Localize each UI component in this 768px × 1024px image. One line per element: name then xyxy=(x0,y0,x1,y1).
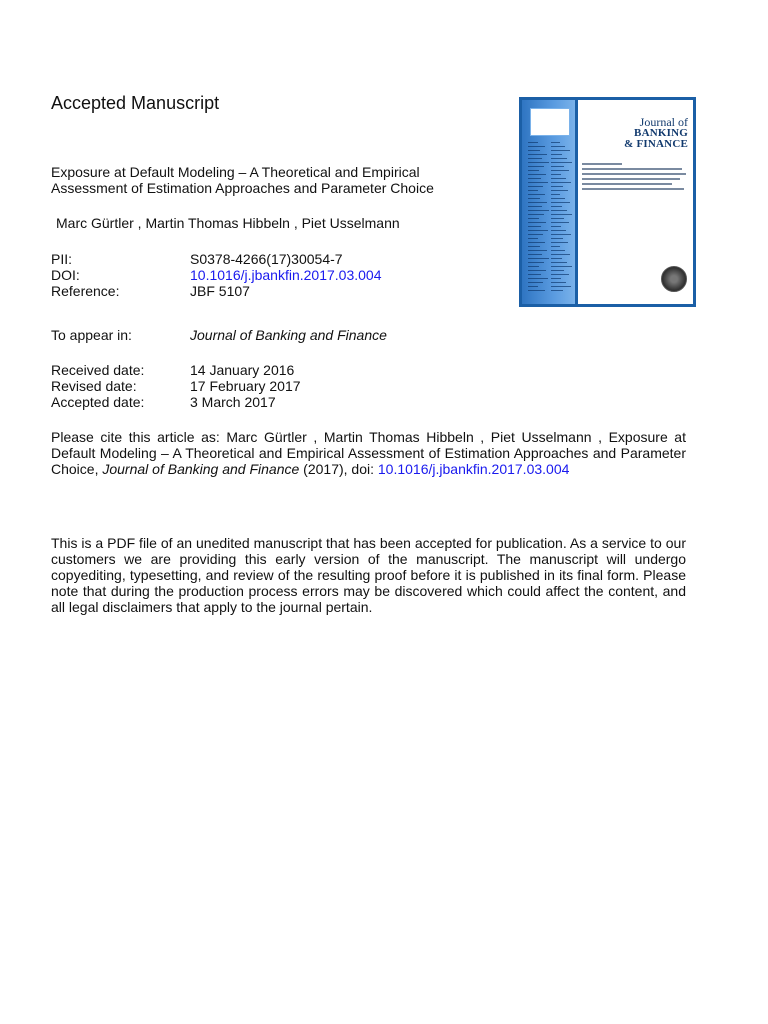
pii-row xyxy=(51,251,343,267)
cover-journal-line3: & FINANCE xyxy=(624,138,688,150)
accepted-value: 3 March 2017 xyxy=(190,394,276,410)
reference-value: JBF 5107 xyxy=(190,283,250,299)
revised-label: Revised date: xyxy=(51,378,137,394)
accepted-row xyxy=(51,394,276,410)
page-heading: Accepted Manuscript xyxy=(51,93,220,113)
citation-doi-link[interactable]: 10.1016/j.jbankfin.2017.03.004 xyxy=(377,461,570,477)
article-authors: Marc Gürtler , Martin Thomas Hibbeln , Piet Usselmann xyxy=(56,215,400,231)
article-title: Exposure at Default Modeling – A Theoretical and Empirical Assessment of Estimation Approaches and Parameter Choice xyxy=(51,164,434,196)
citation-paragraph xyxy=(51,429,686,477)
cover-journal-line1: Journal of xyxy=(639,115,688,129)
reference-label: Reference: xyxy=(51,283,120,299)
cover-contents-lines xyxy=(582,160,690,193)
cover-journal-title xyxy=(624,117,688,150)
cover-side-strip xyxy=(522,100,575,304)
cover-main-panel xyxy=(578,100,693,304)
pii-value: S0378-4266(17)30054-7 xyxy=(190,251,343,267)
citation-journal: Journal of Banking and Finance xyxy=(102,461,300,477)
accepted-label: Accepted date: xyxy=(51,394,145,410)
appear-row xyxy=(51,327,387,343)
doi-label: DOI: xyxy=(51,267,80,283)
pii-label: PII: xyxy=(51,251,73,267)
received-row xyxy=(51,362,295,378)
citation-text: Please cite this article as: Marc Gürtler , Martin Thomas Hibbeln , Piet Usselmann , Exposure at Default Modeling – A Theoretical and Empirical Assessment of Estimation Approaches and Parameter Choice, xyxy=(51,429,686,477)
reference-row xyxy=(51,283,250,299)
doi-link[interactable]: 10.1016/j.jbankfin.2017.03.004 xyxy=(190,267,382,283)
publisher-logo-icon xyxy=(530,108,570,136)
citation-middle: (2017), doi: xyxy=(299,461,378,477)
revised-value: 17 February 2017 xyxy=(190,378,301,394)
cover-journal-line2: BANKING xyxy=(634,127,688,139)
journal-cover xyxy=(519,97,696,307)
appear-label: To appear in: xyxy=(51,327,132,343)
revised-row xyxy=(51,378,301,394)
cover-seal-icon xyxy=(661,266,687,292)
manuscript-notice: This is a PDF file of an unedited manuscript that has been accepted for publication. As a service to our customers we are providing this early version of the manuscript. The manuscript will undergo copyediting, typesetting, and review of the resulting proof before it is published in its final form. Please note that during the production process errors may be discovered which could affect the content, and all legal disclaimers that apply to the journal pertain. xyxy=(51,535,686,615)
doi-row xyxy=(51,267,382,283)
received-value: 14 January 2016 xyxy=(190,362,295,378)
received-label: Received date: xyxy=(51,362,145,378)
appear-value: Journal of Banking and Finance xyxy=(190,327,387,343)
